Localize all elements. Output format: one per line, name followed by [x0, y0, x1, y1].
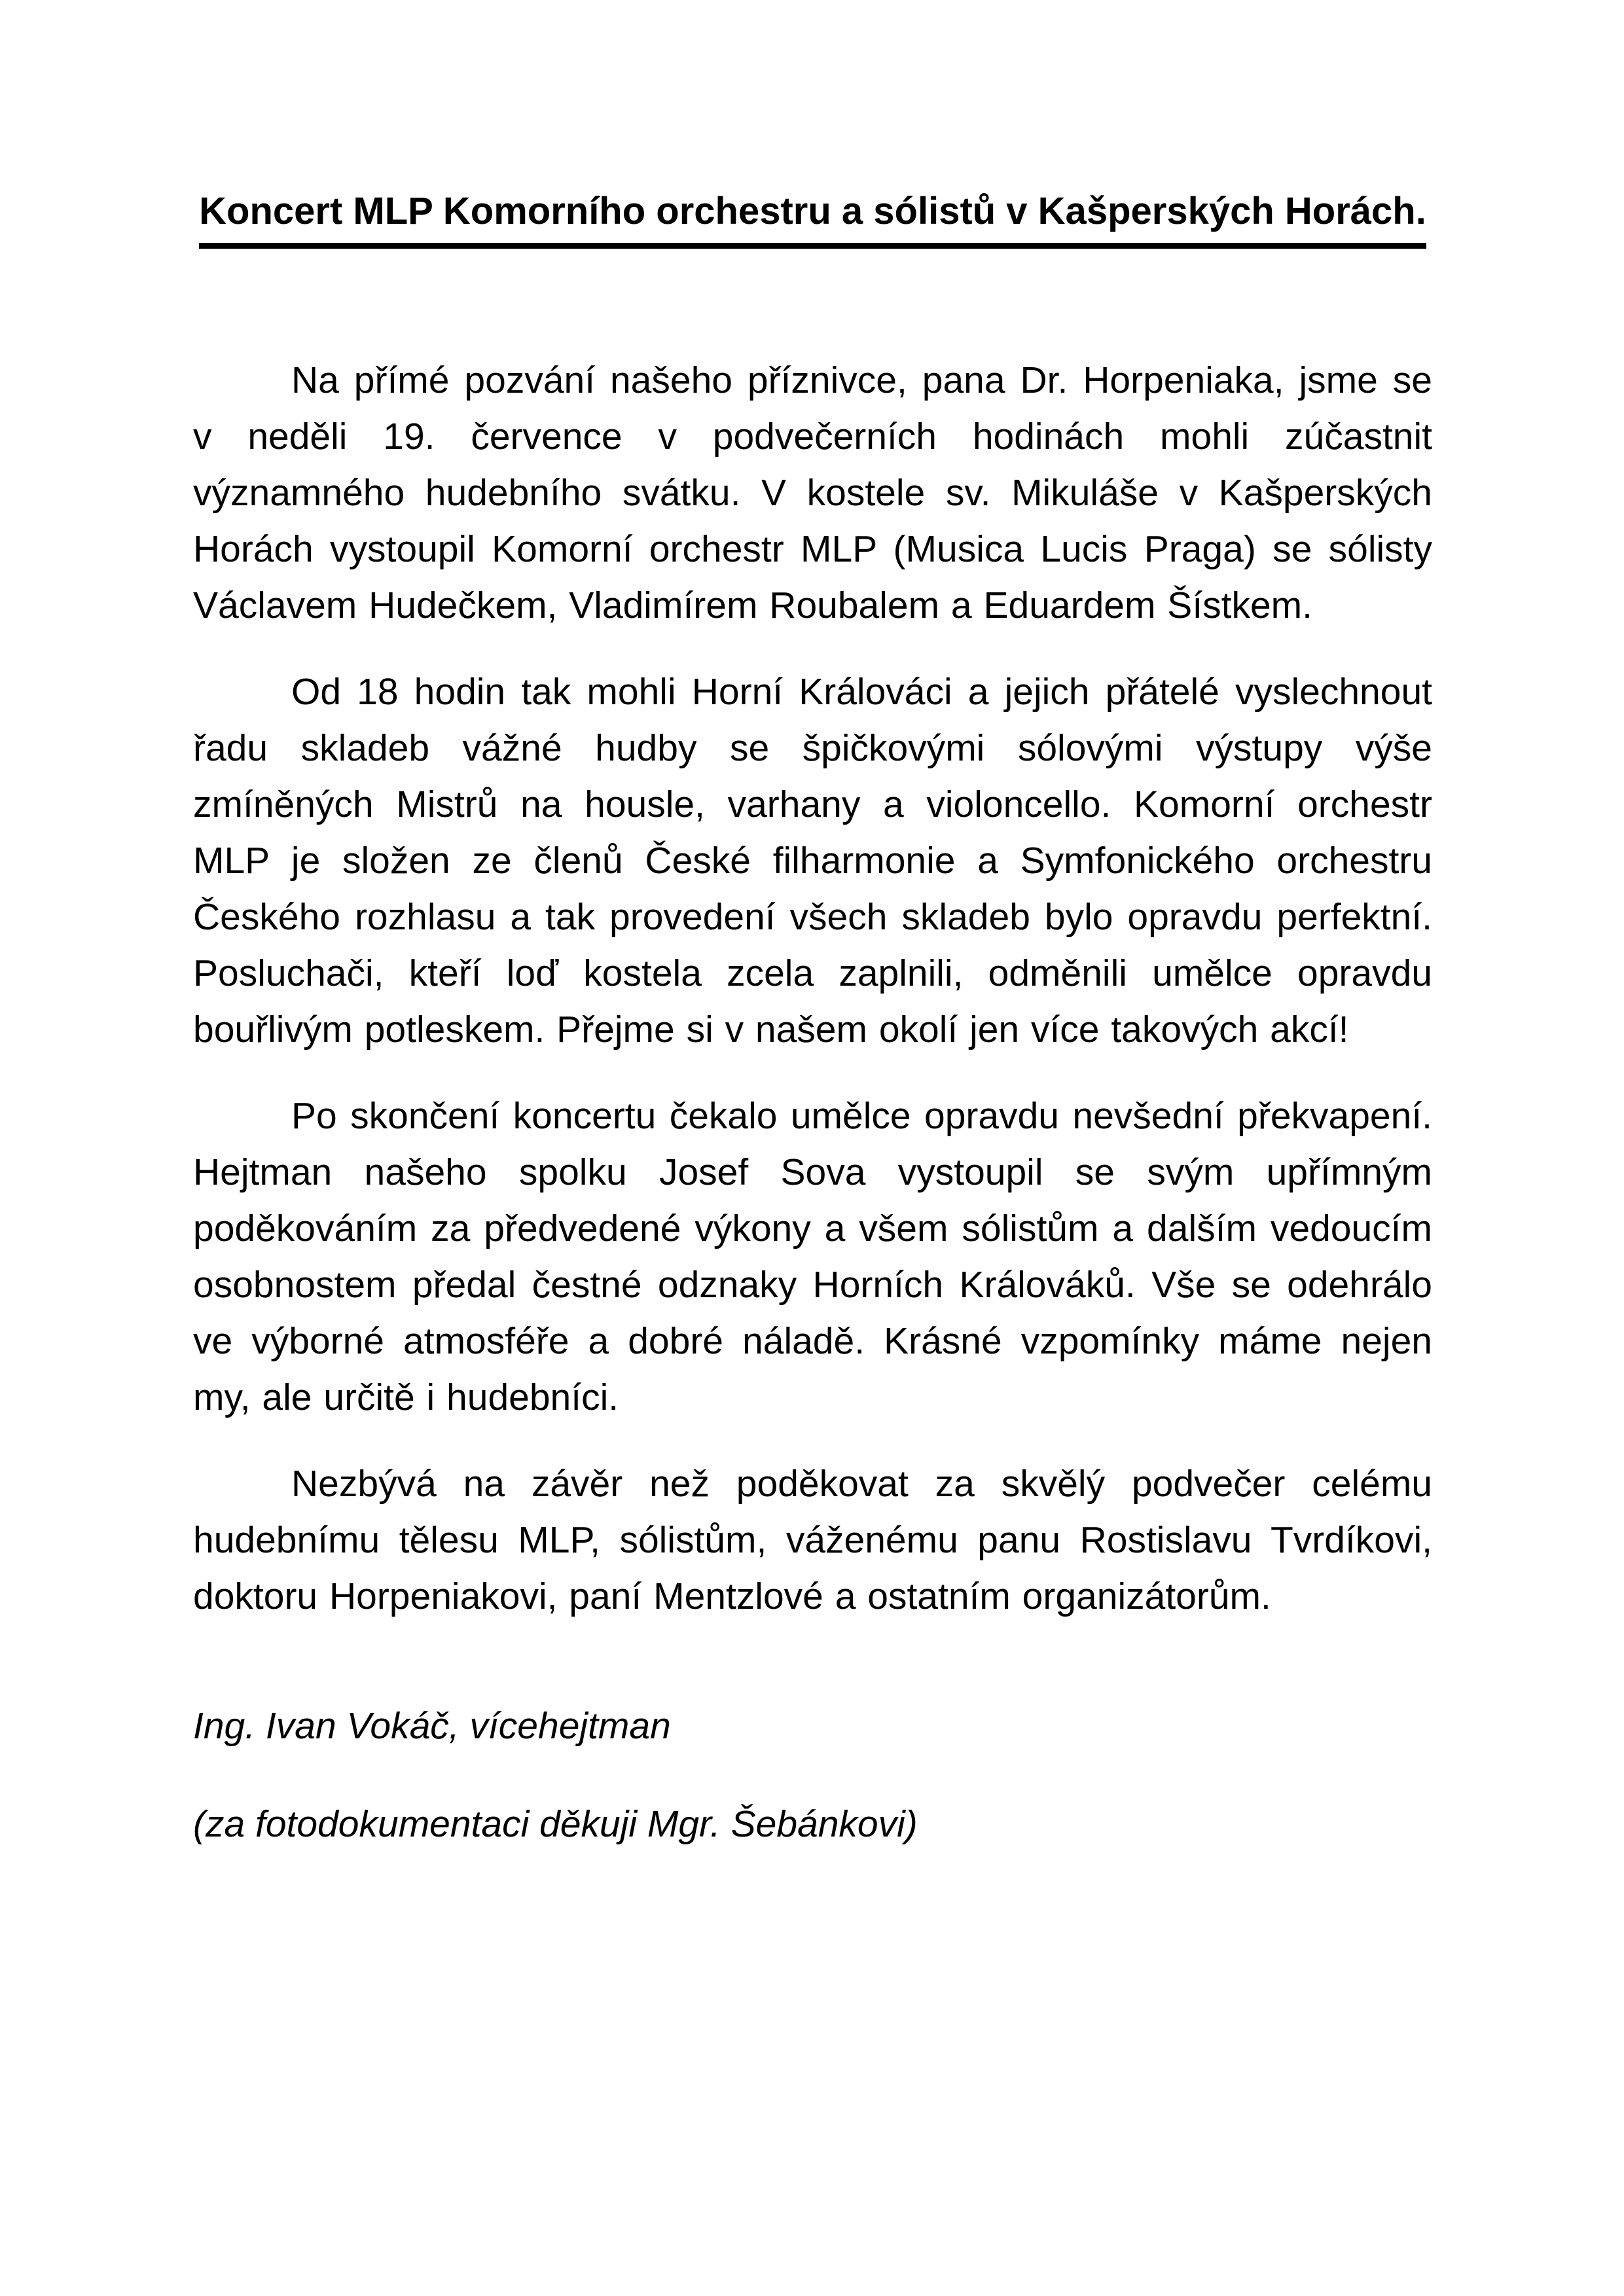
signature-author: Ing. Ivan Vokáč, vícehejtman	[193, 1705, 671, 1747]
signature-photo-credit: (za fotodokumentaci děkuji Mgr. Šebánkovi)	[193, 1803, 918, 1845]
paragraph-concert: Od 18 hodin tak mohli Horní Králováci a jejich přátelé vyslechnout řadu skladeb vážné hudby se špičkovými sólovými výstupy výše zmíněných Mistrů na housle, varhany a violoncello. Komorní orchestr MLP je složen ze členů České filharmonie a Symfonického orchestru Českého rozhlasu a tak provedení všech skladeb bylo opravdu perfektní. Posluchači, kteří loď kostela zcela zaplnili, odměnili umělce opravdu bouřlivým potleskem. Přejme si v našem okolí jen více takových akcí!	[193, 671, 1432, 1050]
paragraph-surprise: Po skončení koncertu čekalo umělce opravdu nevšední překvapení. Hejtman našeho spolku Josef Sova vystoupil se svým upřímným poděkováním za předvedené výkony a všem sólistům a dalším vedoucím osobnostem předal čestné odznaky Horních Králováků. Vše se odehrálo ve výborné atmosféře a dobré náladě. Krásné vzpomínky máme nejen my, ale určitě i hudebníci.	[193, 1095, 1432, 1418]
paragraph-intro: Na přímé pozvání našeho příznivce, pana Dr. Horpeniaka, jsme se v neděli 19. července v podvečerních hodinách mohli zúčastnit významného hudebního svátku. V kostele sv. Mikuláše v Kašperských Horách vystoupil Komorní orchestr MLP (Musica Lucis Praga) se sólisty Václavem Hudečkem, Vladimírem Roubalem a Eduardem Šístkem.	[193, 359, 1432, 626]
signature-block	[193, 1698, 1432, 1852]
paragraph-thanks: Nezbývá na závěr než poděkovat za skvělý podvečer celému hudebnímu tělesu MLP, sólistům, váženému panu Rostislavu Tvrdíkovi, doktoru Horpeniakovi, paní Mentzlové a ostatním organizátorům.	[193, 1463, 1432, 1617]
document-title-text: Koncert MLP Komorního orchestru a sólistů v Kašperských Horách.	[199, 182, 1426, 249]
document-title	[193, 182, 1432, 249]
